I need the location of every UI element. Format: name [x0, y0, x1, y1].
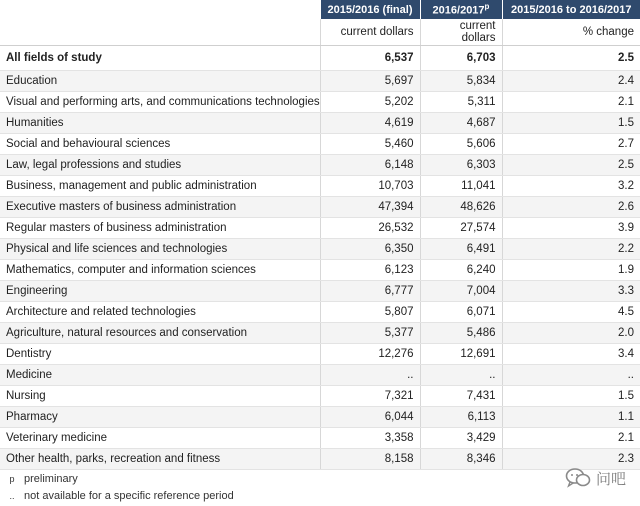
percent-change: 1.1: [502, 407, 640, 428]
value-2015-2016: 7,321: [320, 386, 420, 407]
percent-change: 2.0: [502, 323, 640, 344]
row-label: Physical and life sciences and technologies: [0, 239, 320, 260]
row-label: Law, legal professions and studies: [0, 155, 320, 176]
footnote-not-available: .. not available for a specific reference period: [9, 489, 234, 502]
percent-change: 3.4: [502, 344, 640, 365]
table-row: [0, 260, 640, 281]
row-label: All fields of study: [0, 46, 320, 71]
header-col-1: 2015/2016 (final): [320, 0, 420, 19]
footnotes: [0, 470, 234, 504]
table-row: [0, 365, 640, 386]
value-2015-2016: 6,537: [320, 46, 420, 71]
value-2016-2017: 48,626: [420, 197, 502, 218]
watermark: [565, 467, 626, 489]
value-2016-2017: 7,431: [420, 386, 502, 407]
table-row: [0, 386, 640, 407]
value-2015-2016: 6,123: [320, 260, 420, 281]
table-row: [0, 176, 640, 197]
table-row: [0, 323, 640, 344]
row-label: Architecture and related technologies: [0, 302, 320, 323]
value-2016-2017: 12,691: [420, 344, 502, 365]
percent-change: 2.1: [502, 428, 640, 449]
value-2015-2016: 5,697: [320, 71, 420, 92]
footnote-preliminary: p preliminary: [9, 472, 78, 485]
row-label: Medicine: [0, 365, 320, 386]
percent-change: 1.5: [502, 113, 640, 134]
table-row: [0, 197, 640, 218]
value-2015-2016: 26,532: [320, 218, 420, 239]
table-row: [0, 281, 640, 302]
value-2015-2016: 8,158: [320, 449, 420, 470]
value-2016-2017: 6,703: [420, 46, 502, 71]
row-label: Business, management and public administration: [0, 176, 320, 197]
unit-col-2: current dollars: [420, 19, 502, 46]
row-label: Agriculture, natural resources and conservation: [0, 323, 320, 344]
value-2015-2016: 6,044: [320, 407, 420, 428]
table-row: [0, 134, 640, 155]
value-2015-2016: ..: [320, 365, 420, 386]
value-2015-2016: 3,358: [320, 428, 420, 449]
table-row: [0, 344, 640, 365]
percent-change: 3.2: [502, 176, 640, 197]
value-2016-2017: 6,303: [420, 155, 502, 176]
value-2015-2016: 6,777: [320, 281, 420, 302]
value-2016-2017: 5,606: [420, 134, 502, 155]
row-label: Humanities: [0, 113, 320, 134]
value-2016-2017: ..: [420, 365, 502, 386]
value-2015-2016: 5,807: [320, 302, 420, 323]
percent-change: 2.4: [502, 71, 640, 92]
value-2015-2016: 5,202: [320, 92, 420, 113]
header-blank: [0, 0, 320, 19]
value-2016-2017: 8,346: [420, 449, 502, 470]
table-row: [0, 449, 640, 470]
table-row: [0, 113, 640, 134]
percent-change: 2.2: [502, 239, 640, 260]
percent-change: 2.5: [502, 46, 640, 71]
row-label: Mathematics, computer and information sciences: [0, 260, 320, 281]
value-2015-2016: 47,394: [320, 197, 420, 218]
value-2015-2016: 5,377: [320, 323, 420, 344]
row-label: Executive masters of business administration: [0, 197, 320, 218]
table-row: [0, 71, 640, 92]
table-row: [0, 239, 640, 260]
row-label: Pharmacy: [0, 407, 320, 428]
wechat-bubble-icon: [565, 467, 591, 489]
value-2016-2017: 3,429: [420, 428, 502, 449]
value-2015-2016: 6,350: [320, 239, 420, 260]
value-2016-2017: 6,240: [420, 260, 502, 281]
table-row: [0, 428, 640, 449]
value-2016-2017: 4,687: [420, 113, 502, 134]
percent-change: 3.3: [502, 281, 640, 302]
row-label: Nursing: [0, 386, 320, 407]
header-col-3: 2015/2016 to 2016/2017: [502, 0, 640, 19]
value-2015-2016: 10,703: [320, 176, 420, 197]
units-row: [0, 19, 640, 46]
row-label: Dentistry: [0, 344, 320, 365]
value-2016-2017: 6,071: [420, 302, 502, 323]
value-2016-2017: 5,486: [420, 323, 502, 344]
value-2016-2017: 5,834: [420, 71, 502, 92]
value-2015-2016: 6,148: [320, 155, 420, 176]
table-row: [0, 46, 640, 71]
table-row: [0, 407, 640, 428]
unit-col-1: current dollars: [320, 19, 420, 46]
percent-change: ..: [502, 365, 640, 386]
percent-change: 2.5: [502, 155, 640, 176]
table-row: [0, 155, 640, 176]
value-2016-2017: 11,041: [420, 176, 502, 197]
percent-change: 4.5: [502, 302, 640, 323]
percent-change: 3.9: [502, 218, 640, 239]
header-col-2: 2016/2017$^p$: [420, 0, 502, 19]
header-row: [0, 0, 640, 19]
value-2016-2017: 7,004: [420, 281, 502, 302]
table-row: [0, 302, 640, 323]
value-2016-2017: 5,311: [420, 92, 502, 113]
percent-change: 1.5: [502, 386, 640, 407]
value-2015-2016: 5,460: [320, 134, 420, 155]
percent-change: 1.9: [502, 260, 640, 281]
percent-change: 2.3: [502, 449, 640, 470]
value-2016-2017: 6,491: [420, 239, 502, 260]
value-2015-2016: 12,276: [320, 344, 420, 365]
value-2016-2017: 6,113: [420, 407, 502, 428]
percent-change: 2.6: [502, 197, 640, 218]
value-2016-2017: 27,574: [420, 218, 502, 239]
table-row: [0, 92, 640, 113]
value-2015-2016: 4,619: [320, 113, 420, 134]
row-label: Veterinary medicine: [0, 428, 320, 449]
row-label: Other health, parks, recreation and fitness: [0, 449, 320, 470]
table-row: [0, 218, 640, 239]
row-label: Education: [0, 71, 320, 92]
watermark-text: 问吧: [595, 470, 626, 488]
unit-col-3: % change: [502, 19, 640, 46]
row-label: Regular masters of business administration: [0, 218, 320, 239]
percent-change: 2.1: [502, 92, 640, 113]
row-label: Visual and performing arts, and communications technologies: [0, 92, 320, 113]
row-label: Social and behavioural sciences: [0, 134, 320, 155]
percent-change: 2.7: [502, 134, 640, 155]
row-label: Engineering: [0, 281, 320, 302]
